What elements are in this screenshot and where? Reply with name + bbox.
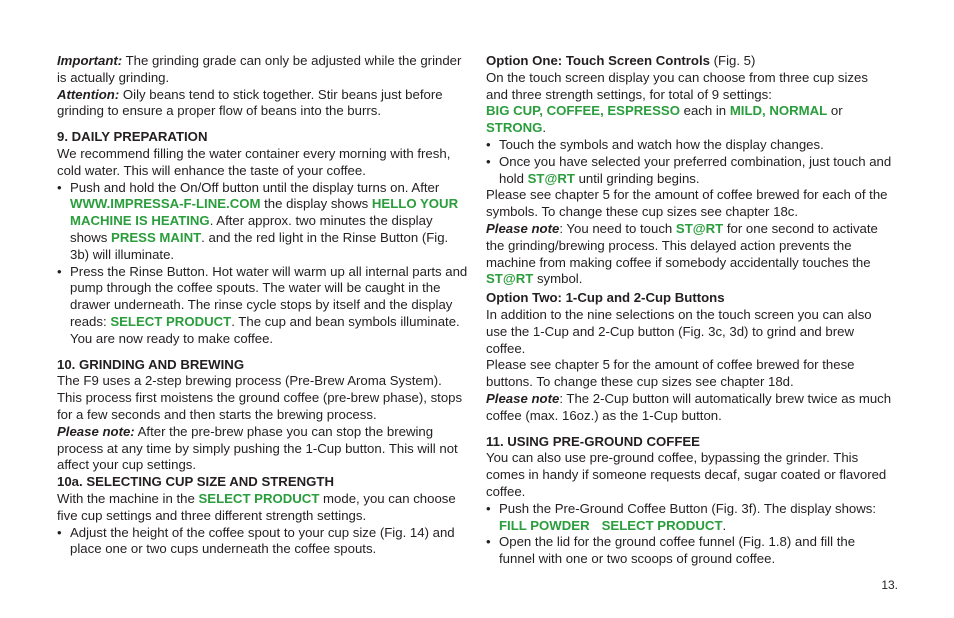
heating-message: HELLO YOUR MACHINE IS HEATING — [70, 196, 459, 229]
text-run: Once you have selected your preferred combination, just touch and hold — [499, 153, 892, 186]
text-run: Push and hold the On/Off button until the display turns on. After — [70, 179, 440, 195]
section-10a-heading: 10a. SELECTING CUP SIZE AND STRENGTH — [57, 474, 334, 490]
text-run: . The cup and bean symbols illuminate. You are now ready to make coffee. — [70, 313, 460, 346]
important-text: The grinding grade can only be adjusted while the grinder is actually grinding. — [57, 53, 462, 85]
left-column — [57, 53, 469, 558]
please-note-label: Please note: — [57, 423, 135, 439]
start-symbol: ST@RT — [675, 220, 724, 236]
option-one-bullet-1: • Touch the symbols and watch how the display changes. — [486, 137, 892, 154]
fill-powder-message: FILL POWDER — [499, 517, 590, 533]
right-column — [486, 53, 892, 568]
start-symbol: ST@RT — [486, 271, 534, 287]
option-two-text: In addition to the nine selections on the touch screen you can also use the 1-Cup and 2-Cup button (Fig. 3c, 3d) to grind and brew coffee. — [486, 306, 872, 356]
text-run: or — [827, 103, 843, 119]
text-run: mode, you can choose five cup settings and three different strength settings. — [57, 490, 456, 523]
text-run: . and the red light in the Rinse Button (Fig. 3b) will illuminate. — [70, 229, 449, 262]
select-product-message: SELECT PRODUCT — [198, 490, 320, 506]
section-10a-text — [57, 491, 469, 525]
important-label: Important: — [57, 53, 123, 68]
start-symbol: ST@RT — [527, 170, 575, 186]
text-run: symbol. — [533, 271, 583, 287]
figure-reference: (Fig. 5) — [709, 53, 756, 68]
option-one-settings — [486, 103, 892, 137]
section-10-note — [57, 424, 469, 474]
please-note-label: Please note — [486, 220, 560, 236]
option-two-heading: Option Two: 1-Cup and 2-Cup Buttons — [486, 290, 725, 306]
section-9-bullet-2 — [57, 264, 469, 348]
text-run: With the machine in the — [57, 490, 199, 506]
section-10a-bullet: • Adjust the height of the coffee spout to your cup size (Fig. 14) and place one or two cups underneath the coffee spouts. — [57, 525, 469, 559]
option-one-bullet-2 — [486, 154, 892, 188]
option-two-see-chapter: Please see chapter 5 for the amount of coffee brewed for these buttons. To change these cup sizes see chapter 18d. — [486, 357, 855, 390]
section-11-heading: 11. USING PRE-GROUND COFFEE — [486, 433, 700, 449]
section-10-text: The F9 uses a 2-step brewing process (Pre-Brew Aroma System). This process first moistens the ground coffee (pre-brew phase), stops for a few seconds and then starts the brewing process. — [57, 373, 463, 422]
attention-label: Attention: — [57, 86, 120, 102]
text-run: . After approx. two minutes the display shows — [70, 213, 433, 245]
please-note-label: Please note — [486, 390, 560, 406]
strengths: MILD, NORMAL — [729, 103, 828, 119]
press-maint-message: PRESS MAINT — [111, 229, 202, 245]
text-run: for one second to activate the grinding/brewing process. This delayed action prevents the machine from making coffee if somebody accidentally touches the — [486, 220, 878, 270]
text-run: the display shows — [260, 196, 372, 212]
section-9-intro: We recommend filling the water container every morning with fresh, cold water. This will enhance the taste of your coffee. — [57, 145, 451, 178]
strong-strength: STRONG — [486, 120, 543, 136]
important-paragraph — [57, 53, 469, 87]
section-9-heading: 9. DAILY PREPARATION — [57, 129, 208, 145]
text-run: . — [722, 517, 727, 533]
section-10-heading: 10. GRINDING AND BREWING — [57, 356, 245, 372]
text-run: until grinding begins. — [574, 170, 700, 186]
text-run: each in — [679, 103, 730, 119]
text-run: Push the Pre-Ground Coffee Button (Fig. 3f). The display shows: — [499, 500, 877, 516]
url-highlight: WWW.IMPRESSA-F-LINE.COM — [70, 196, 261, 212]
option-one-heading-line — [486, 53, 892, 70]
section-11-bullet-1 — [486, 501, 892, 535]
option-two-note — [486, 391, 892, 425]
text-run: After the pre-brew phase you can stop the brewing process at any time by simply pushing the 1-Cup button. This will not affect your cup settings. — [57, 423, 458, 473]
text-run: : The 2-Cup button will automatically brew twice as much coffee (max. 16oz.) as the 1-Cup button. — [486, 390, 892, 423]
text-run: . — [542, 120, 547, 136]
cup-sizes: BIG CUP, COFFEE, ESPRESSO — [486, 103, 680, 119]
page-number: 13. — [881, 578, 898, 592]
section-9-bullet-1 — [57, 180, 469, 264]
select-product-message: SELECT PRODUCT — [110, 313, 232, 329]
option-one-note — [486, 221, 892, 288]
text-run: Press the Rinse Button. Hot water will warm up all internal parts and pump through the coffee spouts. The water will be caught in the drawer underneath. The rinse cycle stops by itself and the display reads: — [70, 263, 468, 329]
attention-paragraph — [57, 87, 469, 121]
option-one-see-chapter: Please see chapter 5 for the amount of coffee brewed for each of the symbols. To change these cup sizes see chapter 18c. — [486, 187, 888, 220]
text-run: : You need to touch — [559, 220, 676, 236]
select-product-message: SELECT PRODUCT — [601, 517, 723, 533]
section-11-text: You can also use pre-ground coffee, bypassing the grinder. This comes in handy if someone requests decaf, sugar coated or flavored coffee. — [486, 450, 887, 499]
section-11-bullet-2: • Open the lid for the ground coffee funnel (Fig. 1.8) and fill the funnel with one or two scoops of ground coffee. — [486, 534, 892, 568]
option-one-heading: Option One: Touch Screen Controls — [486, 53, 710, 68]
attention-text: Oily beans tend to stick together. Stir beans just before grinding to ensure a proper flow of beans into the burrs. — [57, 86, 443, 119]
option-one-intro: On the touch screen display you can choose from three cup sizes and three strength settings, for total of 9 settings: — [486, 69, 868, 102]
